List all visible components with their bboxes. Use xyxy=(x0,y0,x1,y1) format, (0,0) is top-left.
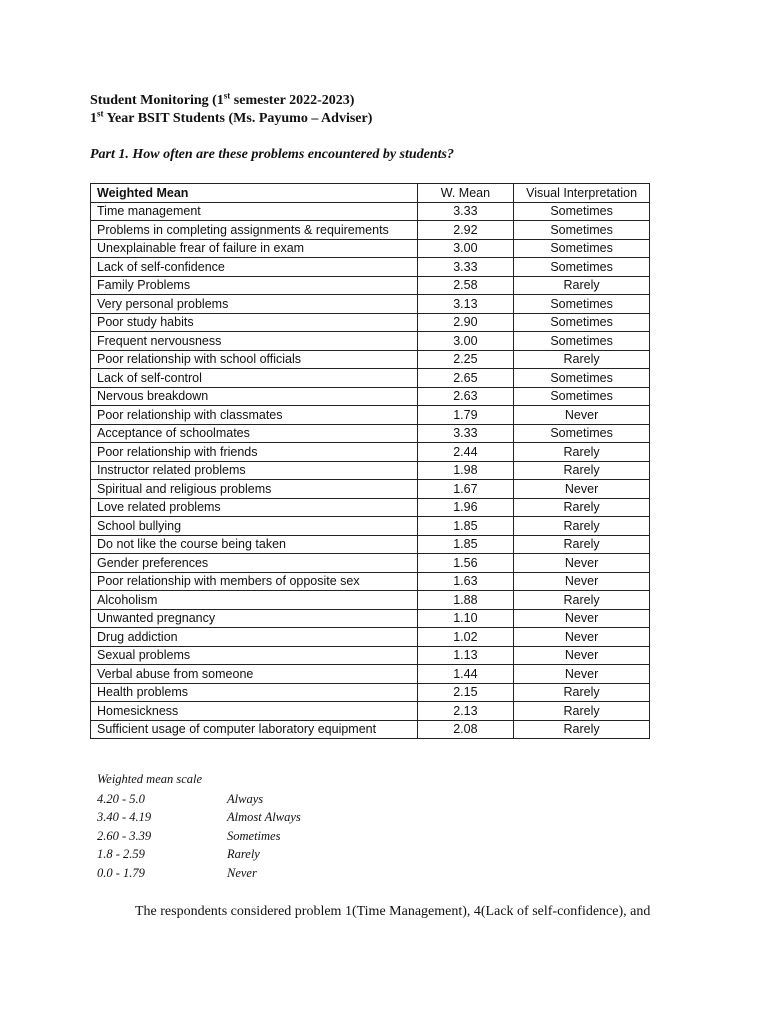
scale-row xyxy=(97,790,301,809)
problem-cell: Lack of self-control xyxy=(91,369,418,388)
table-row xyxy=(91,387,650,406)
interpretation-cell: Sometimes xyxy=(514,258,650,277)
weighted-mean-cell: 1.44 xyxy=(417,665,513,684)
problem-cell: Time management xyxy=(91,202,418,221)
interpretation-cell: Sometimes xyxy=(514,332,650,351)
weighted-mean-cell: 2.15 xyxy=(417,683,513,702)
problems-table xyxy=(90,183,650,739)
table-row xyxy=(91,572,650,591)
table-row xyxy=(91,665,650,684)
table-row xyxy=(91,683,650,702)
scale-row xyxy=(97,864,301,883)
interpretation-cell: Rarely xyxy=(514,443,650,462)
problem-cell: Unwanted pregnancy xyxy=(91,609,418,628)
weighted-mean-cell: 3.00 xyxy=(417,332,513,351)
interpretation-cell: Sometimes xyxy=(514,313,650,332)
table-row xyxy=(91,646,650,665)
problem-cell: Instructor related problems xyxy=(91,461,418,480)
problem-cell: Verbal abuse from someone xyxy=(91,665,418,684)
scale-label: Never xyxy=(227,865,257,880)
scale-row xyxy=(97,827,301,846)
problem-cell: Alcoholism xyxy=(91,591,418,610)
table-row xyxy=(91,702,650,721)
interpretation-cell: Never xyxy=(514,628,650,647)
table-row xyxy=(91,239,650,258)
weighted-mean-scale xyxy=(97,770,301,883)
problem-cell: Drug addiction xyxy=(91,628,418,647)
problem-cell: Gender preferences xyxy=(91,554,418,573)
table-row xyxy=(91,369,650,388)
table-row xyxy=(91,461,650,480)
table-row xyxy=(91,202,650,221)
interpretation-cell: Never xyxy=(514,572,650,591)
problem-cell: Poor relationship with members of opposite sex xyxy=(91,572,418,591)
interpretation-cell: Sometimes xyxy=(514,295,650,314)
interpretation-cell: Never xyxy=(514,554,650,573)
scale-label: Rarely xyxy=(227,847,260,862)
weighted-mean-cell: 1.67 xyxy=(417,480,513,499)
weighted-mean-cell: 2.90 xyxy=(417,313,513,332)
title-line-2: 1st Year BSIT Students (Ms. Payumo – Adviser) xyxy=(90,108,373,126)
weighted-mean-cell: 3.33 xyxy=(417,202,513,221)
table-header-row xyxy=(91,184,650,203)
scale-label: Almost Always xyxy=(227,810,301,825)
weighted-mean-cell: 1.10 xyxy=(417,609,513,628)
scale-label: Always xyxy=(227,791,264,806)
problem-cell: Nervous breakdown xyxy=(91,387,418,406)
interpretation-cell: Rarely xyxy=(514,535,650,554)
problem-cell: Poor study habits xyxy=(91,313,418,332)
weighted-mean-cell: 2.25 xyxy=(417,350,513,369)
interpretation-cell: Sometimes xyxy=(514,369,650,388)
scale-range: 2.60 - 3.39 xyxy=(97,828,152,843)
interpretation-cell: Never xyxy=(514,480,650,499)
interpretation-cell: Never xyxy=(514,406,650,425)
interpretation-cell: Rarely xyxy=(514,498,650,517)
scale-range: 0.0 - 1.79 xyxy=(97,865,145,880)
column-header-interpretation: Visual Interpretation xyxy=(514,184,650,203)
problem-cell: Spiritual and religious problems xyxy=(91,480,418,499)
weighted-mean-cell: 1.85 xyxy=(417,517,513,536)
problem-cell: Poor relationship with friends xyxy=(91,443,418,462)
body-paragraph: The respondents considered problem 1(Time Management), 4(Lack of self-confidence), and xyxy=(135,904,651,919)
weighted-mean-cell: 1.13 xyxy=(417,646,513,665)
interpretation-cell: Sometimes xyxy=(514,202,650,221)
weighted-mean-cell: 1.56 xyxy=(417,554,513,573)
problem-cell: Problems in completing assignments & requirements xyxy=(91,221,418,240)
interpretation-cell: Sometimes xyxy=(514,239,650,258)
weighted-mean-cell: 3.00 xyxy=(417,239,513,258)
problem-cell: Health problems xyxy=(91,683,418,702)
column-header-mean: W. Mean xyxy=(417,184,513,203)
problem-cell: Love related problems xyxy=(91,498,418,517)
weighted-mean-cell: 3.13 xyxy=(417,295,513,314)
scale-range: 3.40 - 4.19 xyxy=(97,810,152,825)
problem-cell: Do not like the course being taken xyxy=(91,535,418,554)
problem-cell: Homesickness xyxy=(91,702,418,721)
weighted-mean-cell: 3.33 xyxy=(417,258,513,277)
interpretation-cell: Rarely xyxy=(514,517,650,536)
interpretation-cell: Rarely xyxy=(514,683,650,702)
table-row xyxy=(91,443,650,462)
column-header-item: Weighted Mean xyxy=(91,184,418,203)
document-title xyxy=(90,92,372,128)
interpretation-cell: Sometimes xyxy=(514,387,650,406)
scale-title: Weighted mean scale xyxy=(97,772,203,786)
interpretation-cell: Never xyxy=(514,665,650,684)
problem-cell: Frequent nervousness xyxy=(91,332,418,351)
weighted-mean-cell: 1.79 xyxy=(417,406,513,425)
weighted-mean-cell: 1.63 xyxy=(417,572,513,591)
problem-cell: Family Problems xyxy=(91,276,418,295)
table-row xyxy=(91,628,650,647)
interpretation-cell: Never xyxy=(514,646,650,665)
interpretation-cell: Sometimes xyxy=(514,221,650,240)
scale-range: 1.8 - 2.59 xyxy=(97,847,145,862)
table-body xyxy=(91,202,650,739)
part-heading: Part 1. How often are these problems encountered by students? xyxy=(90,147,454,162)
table-row xyxy=(91,424,650,443)
weighted-mean-cell: 3.33 xyxy=(417,424,513,443)
table-row xyxy=(91,498,650,517)
weighted-mean-cell: 1.85 xyxy=(417,535,513,554)
table-row xyxy=(91,609,650,628)
interpretation-cell: Sometimes xyxy=(514,424,650,443)
table-row xyxy=(91,276,650,295)
table-row xyxy=(91,535,650,554)
table-row xyxy=(91,295,650,314)
title-line-1: Student Monitoring (1st semester 2022-2023) xyxy=(90,90,355,108)
table-row xyxy=(91,350,650,369)
table-row xyxy=(91,720,650,739)
weighted-mean-cell: 1.02 xyxy=(417,628,513,647)
interpretation-cell: Rarely xyxy=(514,720,650,739)
weighted-mean-cell: 2.65 xyxy=(417,369,513,388)
problem-cell: Poor relationship with school officials xyxy=(91,350,418,369)
weighted-mean-cell: 2.58 xyxy=(417,276,513,295)
interpretation-cell: Never xyxy=(514,609,650,628)
weighted-mean-cell: 2.13 xyxy=(417,702,513,721)
problem-cell: Sufficient usage of computer laboratory equipment xyxy=(91,720,418,739)
weighted-mean-cell: 1.96 xyxy=(417,498,513,517)
weighted-mean-cell: 2.92 xyxy=(417,221,513,240)
table-row xyxy=(91,480,650,499)
weighted-mean-cell: 1.88 xyxy=(417,591,513,610)
interpretation-cell: Rarely xyxy=(514,350,650,369)
scale-row xyxy=(97,845,301,864)
table-row xyxy=(91,332,650,351)
scale-label: Sometimes xyxy=(227,828,281,843)
problem-cell: Unexplainable frear of failure in exam xyxy=(91,239,418,258)
weighted-mean-cell: 2.44 xyxy=(417,443,513,462)
scale-rows xyxy=(97,790,301,883)
scale-row xyxy=(97,808,301,827)
table-row xyxy=(91,554,650,573)
table-row xyxy=(91,313,650,332)
problem-cell: Lack of self-confidence xyxy=(91,258,418,277)
weighted-mean-cell: 2.63 xyxy=(417,387,513,406)
interpretation-cell: Rarely xyxy=(514,461,650,480)
problem-cell: Acceptance of schoolmates xyxy=(91,424,418,443)
weighted-mean-cell: 2.08 xyxy=(417,720,513,739)
table-row xyxy=(91,258,650,277)
table-row xyxy=(91,406,650,425)
problem-cell: Very personal problems xyxy=(91,295,418,314)
table-row xyxy=(91,517,650,536)
scale-range: 4.20 - 5.0 xyxy=(97,791,145,806)
weighted-mean-cell: 1.98 xyxy=(417,461,513,480)
interpretation-cell: Rarely xyxy=(514,591,650,610)
problem-cell: School bullying xyxy=(91,517,418,536)
problem-cell: Poor relationship with classmates xyxy=(91,406,418,425)
problem-cell: Sexual problems xyxy=(91,646,418,665)
interpretation-cell: Rarely xyxy=(514,702,650,721)
table-row xyxy=(91,221,650,240)
interpretation-cell: Rarely xyxy=(514,276,650,295)
table-row xyxy=(91,591,650,610)
